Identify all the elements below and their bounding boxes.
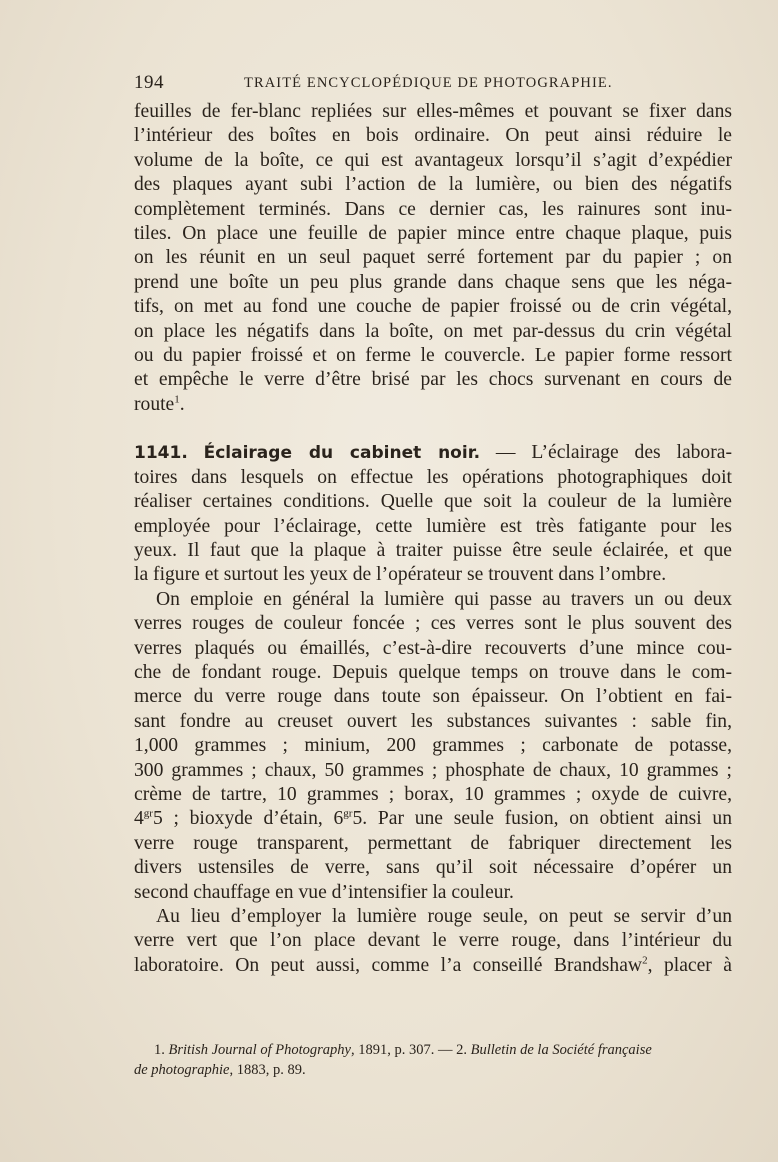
text-line: 1,000 grammes ; minium, 200 grammes ; carbonate de potasse, bbox=[134, 735, 732, 757]
text-fragment: 4 bbox=[134, 808, 144, 830]
footnote-line bbox=[134, 1040, 732, 1060]
text-fragment: 5. Par une seule fusion, on obtient ainsi un bbox=[352, 808, 732, 830]
text-line: complètement terminés. Dans ce dernier cas, les rainures sont inu- bbox=[134, 198, 732, 220]
paragraph-3 bbox=[134, 588, 732, 905]
footnote-title: British Journal of Photography bbox=[168, 1042, 351, 1058]
footnote-text: , 1891, p. 307. — 2. bbox=[350, 1042, 467, 1058]
text-line: sant fondre au creuset ouvert les substances suivantes : sable fin, bbox=[134, 710, 732, 732]
footnote-mark: 2 bbox=[642, 954, 648, 967]
text-line: ou du papier froissé et on ferme le couvercle. Le papier forme ressort bbox=[134, 345, 732, 367]
text-line: volume de la boîte, ce qui est avantageux lorsqu’il s’agit d’expédier bbox=[134, 149, 732, 171]
footnotes bbox=[134, 1040, 732, 1080]
body-text bbox=[134, 100, 732, 978]
text-line: verre rouge transparent, permettant de fabriquer directement les bbox=[134, 832, 732, 854]
text-line: et empêche le verre d’être brisé par les chocs survenant en cours de bbox=[134, 369, 732, 391]
text-line: tiles. On place une feuille de papier mince entre chaque plaque, puis bbox=[134, 223, 732, 245]
text-line: feuilles de fer-blanc repliées sur elles-mêmes et pouvant se fixer dans bbox=[134, 101, 732, 122]
text-line: verres rouges de couleur foncée ; ces verres sont le plus souvent des bbox=[134, 613, 732, 635]
footnote-line bbox=[134, 1060, 732, 1080]
text-fragment: 5 ; bioxyde d’étain, 6 bbox=[152, 808, 344, 830]
text-line: employée pour l’éclairage, cette lumière est très fatigante pour les bbox=[134, 515, 732, 537]
section-number: 1141. bbox=[134, 443, 188, 464]
section-first-line-text: — L’éclairage des labora- bbox=[480, 442, 732, 464]
text-line: crème de tartre, 10 grammes ; borax, 10 grammes ; oxyde de cuivre, bbox=[134, 783, 732, 805]
text-fragment: laboratoire. On peut aussi, comme l’a conseillé Brandshaw bbox=[134, 954, 643, 976]
text-line: l’intérieur des boîtes en bois ordinaire. On peut ainsi réduire le bbox=[134, 125, 732, 147]
text-line: on place les négatifs dans la boîte, on met par-dessus du crin végétal bbox=[134, 320, 732, 342]
text-line: verres plaqués ou émaillés, c’est-à-dire recouverts d’une mince cou- bbox=[134, 637, 732, 659]
text-line: che de fondant rouge. Depuis quelque temps on trouve dans le com- bbox=[134, 661, 732, 683]
text-line: on les réunit en un seul paquet serré fortement par du papier ; on bbox=[134, 247, 732, 269]
unit-superscript: gr bbox=[343, 807, 353, 820]
footnote-number: 1. bbox=[154, 1042, 165, 1058]
text-line: merce du verre rouge dans toute son épaisseur. On l’obtient en fai- bbox=[134, 686, 732, 708]
section-heading-line bbox=[134, 441, 732, 465]
text-line: verre vert que l’on place devant le verre rouge, dans l’intérieur du bbox=[134, 930, 732, 952]
text-line: prend une boîte un peu plus grande dans chaque sens que les néga- bbox=[134, 271, 732, 293]
text-line: second chauffage en vue d’intensifier la couleur. bbox=[134, 881, 514, 903]
section-1141 bbox=[134, 441, 732, 587]
paragraph-4 bbox=[134, 905, 732, 978]
paragraph-1 bbox=[134, 100, 732, 417]
text-line-weights bbox=[134, 807, 732, 831]
section-title: Éclairage du cabinet noir. bbox=[203, 443, 481, 464]
text-line: yeux. Il faut que la plaque à traiter puisse être seule éclairée, et que bbox=[134, 539, 732, 561]
text-line: tifs, on met au fond une couche de papier froissé ou de crin végétal, bbox=[134, 296, 732, 318]
running-title: TRAITÉ ENCYCLOPÉDIQUE DE PHOTOGRAPHIE. bbox=[244, 75, 613, 91]
text-line: divers ustensiles de verre, sans qu’il soit nécessaire d’opérer un bbox=[134, 857, 732, 879]
unit-superscript: gr bbox=[143, 807, 153, 820]
page-number: 194 bbox=[134, 72, 164, 93]
text-line: réaliser certaines conditions. Quelle que soit la couleur de la lumière bbox=[134, 491, 732, 513]
text-line: 300 grammes ; chaux, 50 grammes ; phosphate de chaux, 10 grammes ; bbox=[134, 759, 732, 781]
text-line-footnote-ref bbox=[134, 954, 732, 978]
text-line-last: route$^1$. bbox=[134, 393, 185, 415]
footnote-title: Bulletin de la Société française bbox=[470, 1042, 652, 1058]
footnote-mark: 1 bbox=[174, 393, 180, 406]
text-line: On emploie en général la lumière qui passe au travers un ou deux bbox=[156, 588, 732, 610]
footnote-text: , 1883, p. 89. bbox=[229, 1062, 306, 1078]
text-line: des plaques ayant subi l’action de la lumière, ou bien des négatifs bbox=[134, 174, 732, 196]
text-fragment: , placer à bbox=[647, 954, 733, 976]
text-fragment: route bbox=[134, 393, 175, 415]
page-header bbox=[134, 72, 734, 98]
paragraph-gap bbox=[134, 417, 732, 441]
footnote-title: de photographie bbox=[134, 1062, 230, 1078]
text-line: Au lieu d’employer la lumière rouge seule, on peut se servir d’un bbox=[156, 906, 732, 927]
text-line: la figure et surtout les yeux de l’opérateur se trouvent dans l’ombre. bbox=[134, 564, 667, 586]
text-line: toires dans lesquels on effectue les opérations photographiques doit bbox=[134, 466, 732, 488]
